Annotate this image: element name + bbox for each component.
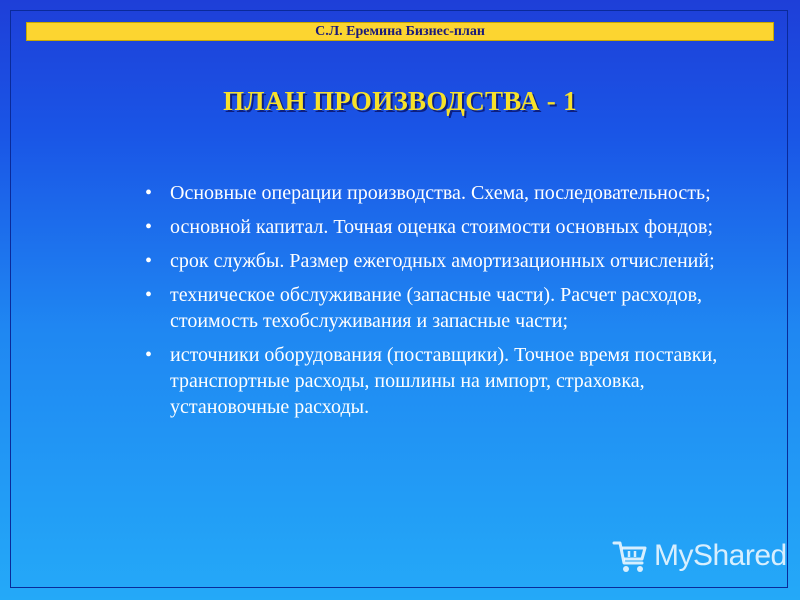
- bullet-marker: •: [145, 182, 153, 204]
- bullet-item: [143, 342, 743, 420]
- bullet-item: [143, 180, 743, 206]
- bullet-marker: •: [145, 344, 153, 366]
- bullet-marker: •: [145, 250, 153, 272]
- bullet-item: [143, 214, 743, 240]
- bullet-list: [143, 180, 743, 428]
- header-bar: [26, 22, 774, 41]
- bullet-text: техническое обслуживание (запасные части). Расчет расходов, стоимость техобслуживания и запасные части;: [170, 284, 703, 332]
- bullet-text: источники оборудования (поставщики). Точное время поставки, транспортные расходы, пошлины на импорт, страховка, установочные расходы.: [170, 344, 718, 418]
- bullet-text: основной капитал. Точная оценка стоимости основных фондов;: [170, 216, 714, 238]
- bullet-text: срок службы. Размер ежегодных амортизационных отчислений;: [170, 250, 715, 272]
- slide-title: ПЛАН ПРОИЗВОДСТВА - 1: [223, 86, 577, 116]
- bullet-item: [143, 248, 743, 274]
- shopping-cart-icon: [612, 537, 648, 575]
- bullet-text: Основные операции производства. Схема, последовательность;: [170, 182, 711, 204]
- header-text: С.Л. Еремина Бизнес-план: [315, 24, 485, 39]
- watermark-text: MyShared: [654, 539, 787, 572]
- bullet-item: [143, 282, 743, 334]
- bullet-marker: •: [145, 284, 153, 306]
- watermark: [612, 535, 787, 577]
- bullet-marker: •: [145, 216, 153, 238]
